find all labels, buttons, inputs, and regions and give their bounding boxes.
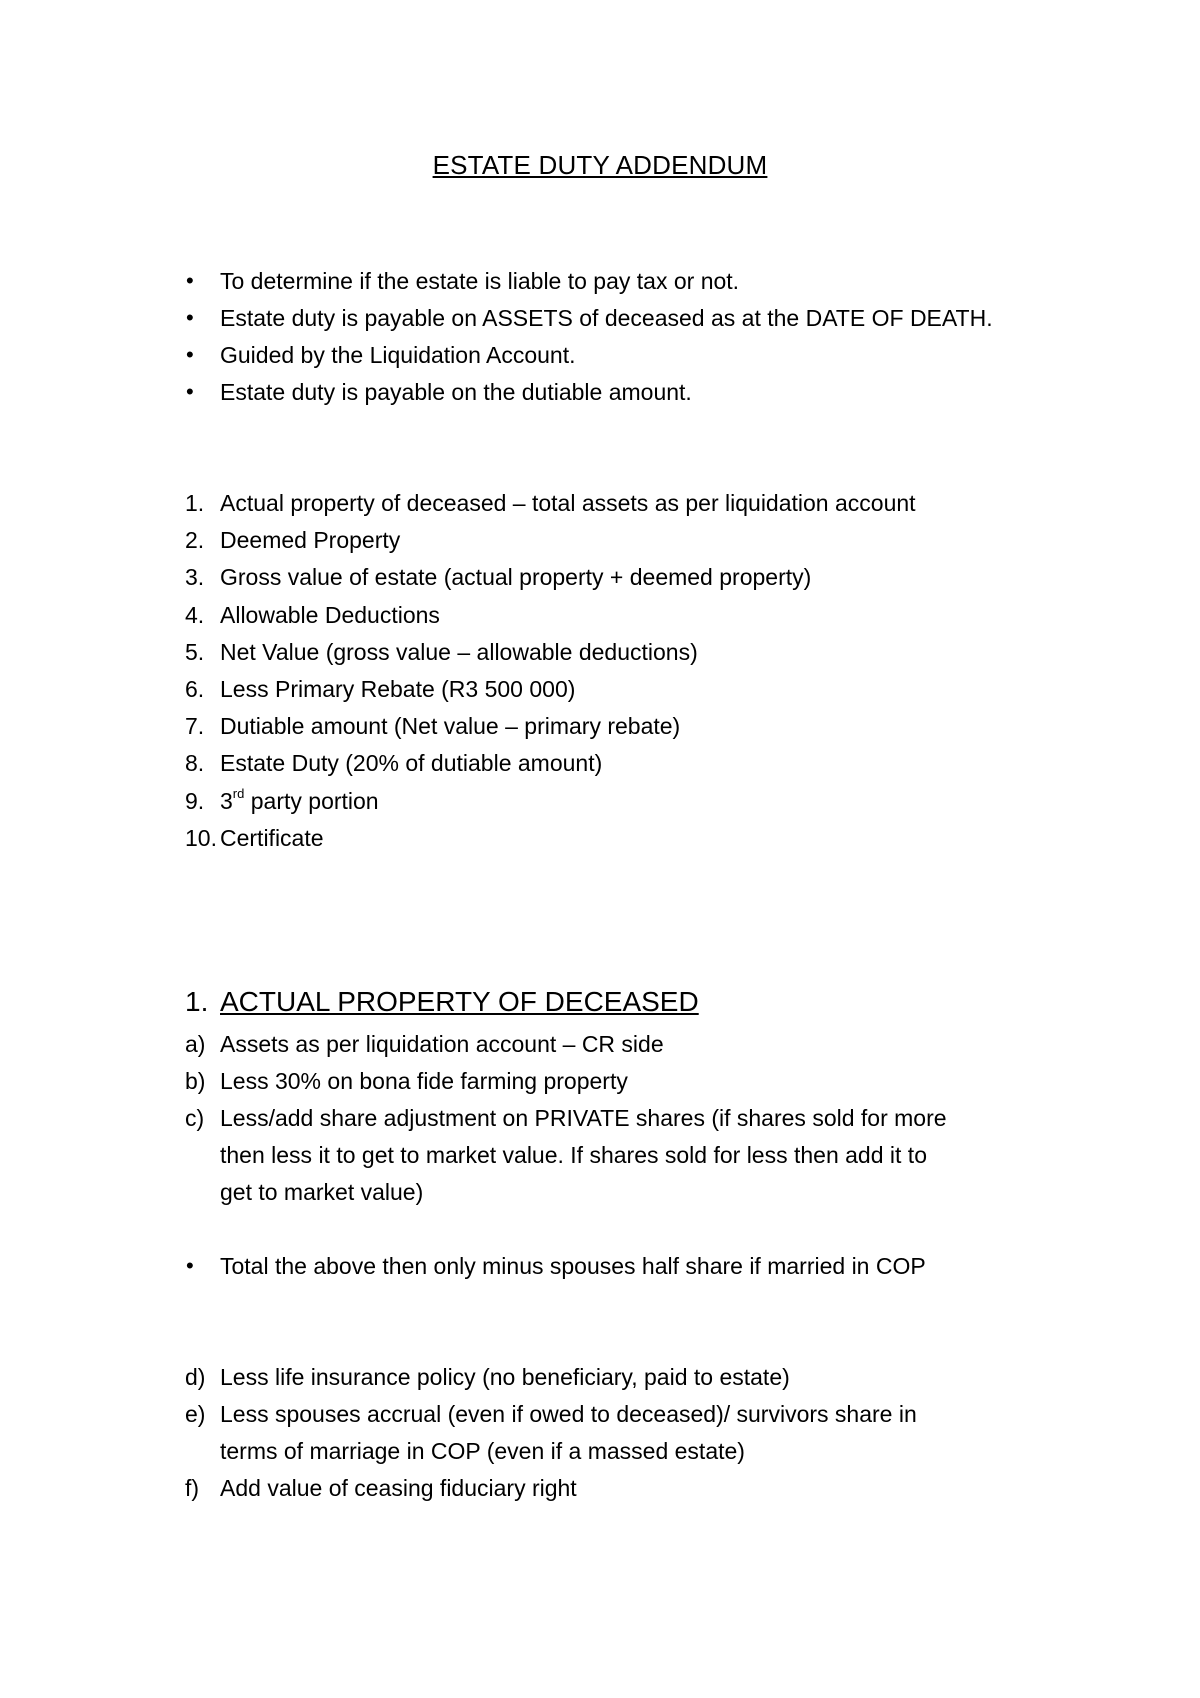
step-number: 1.: [185, 490, 205, 516]
bullet-text: Estate duty is payable on the dutiable amount.: [220, 379, 692, 405]
bullet-icon: •: [186, 1253, 194, 1278]
step-text-rest: party portion: [244, 788, 379, 814]
step-text: Less Primary Rebate (R3 500 000): [220, 676, 576, 702]
bullet-icon: •: [186, 268, 194, 293]
item-text: Add value of ceasing fiduciary right: [220, 1475, 577, 1501]
step-number: 8.: [185, 750, 205, 776]
step-text: Allowable Deductions: [220, 602, 440, 628]
bullet-icon: •: [186, 305, 194, 330]
item-label: a): [185, 1031, 206, 1057]
step-text: [220, 785, 379, 817]
item-text: Less spouses accrual (even if owed to deceased)/ survivors share in: [220, 1401, 917, 1427]
item-label: b): [185, 1068, 206, 1094]
step-number: 9.: [185, 788, 205, 814]
item-text: then less it to get to market value. If shares sold for less then add it to: [220, 1142, 927, 1168]
section-number: 1.: [185, 986, 209, 1017]
bullet-icon: •: [186, 342, 194, 367]
step-text: Dutiable amount (Net value – primary rebate): [220, 713, 681, 739]
step-number: 3.: [185, 564, 205, 590]
item-text: get to market value): [220, 1179, 424, 1205]
bullet-text: To determine if the estate is liable to pay tax or not.: [220, 268, 740, 294]
document-title: ESTATE DUTY ADDENDUM: [432, 150, 768, 180]
step-text: Estate Duty (20% of dutiable amount): [220, 750, 603, 776]
item-text: Less 30% on bona fide farming property: [220, 1068, 628, 1094]
item-text: Less/add share adjustment on PRIVATE shares (if shares sold for more: [220, 1105, 947, 1131]
item-label: c): [185, 1105, 205, 1131]
step-number: 6.: [185, 676, 205, 702]
item-label: f): [185, 1475, 200, 1501]
item-label: e): [185, 1401, 206, 1427]
ordinal-suffix: rd: [232, 786, 245, 802]
step-number: 7.: [185, 713, 205, 739]
step-text: Deemed Property: [220, 527, 401, 553]
item-text: Less life insurance policy (no beneficiary, paid to estate): [220, 1364, 790, 1390]
section-heading: [185, 982, 699, 1022]
step-number: 10.: [185, 825, 217, 851]
bullet-text: Estate duty is payable on ASSETS of deceased as at the DATE OF DEATH.: [220, 305, 993, 331]
item-label: d): [185, 1364, 206, 1390]
step-number: 4.: [185, 602, 205, 628]
section-title: ACTUAL PROPERTY OF DECEASED: [220, 986, 699, 1017]
bullet-text: Total the above then only minus spouses half share if married in COP: [220, 1253, 926, 1279]
bullet-text: Guided by the Liquidation Account.: [220, 342, 576, 368]
step-text: Gross value of estate (actual property + deemed property): [220, 564, 812, 590]
item-text: terms of marriage in COP (even if a massed estate): [220, 1438, 745, 1464]
bullet-icon: •: [186, 379, 194, 404]
item-text: Assets as per liquidation account – CR side: [220, 1031, 664, 1057]
step-number: 2.: [185, 527, 205, 553]
step-text: Actual property of deceased – total assets as per liquidation account: [220, 490, 916, 516]
step-number: 5.: [185, 639, 205, 665]
step-text-main: 3: [220, 788, 233, 814]
step-text: Net Value (gross value – allowable deductions): [220, 639, 698, 665]
step-text: Certificate: [220, 825, 324, 851]
